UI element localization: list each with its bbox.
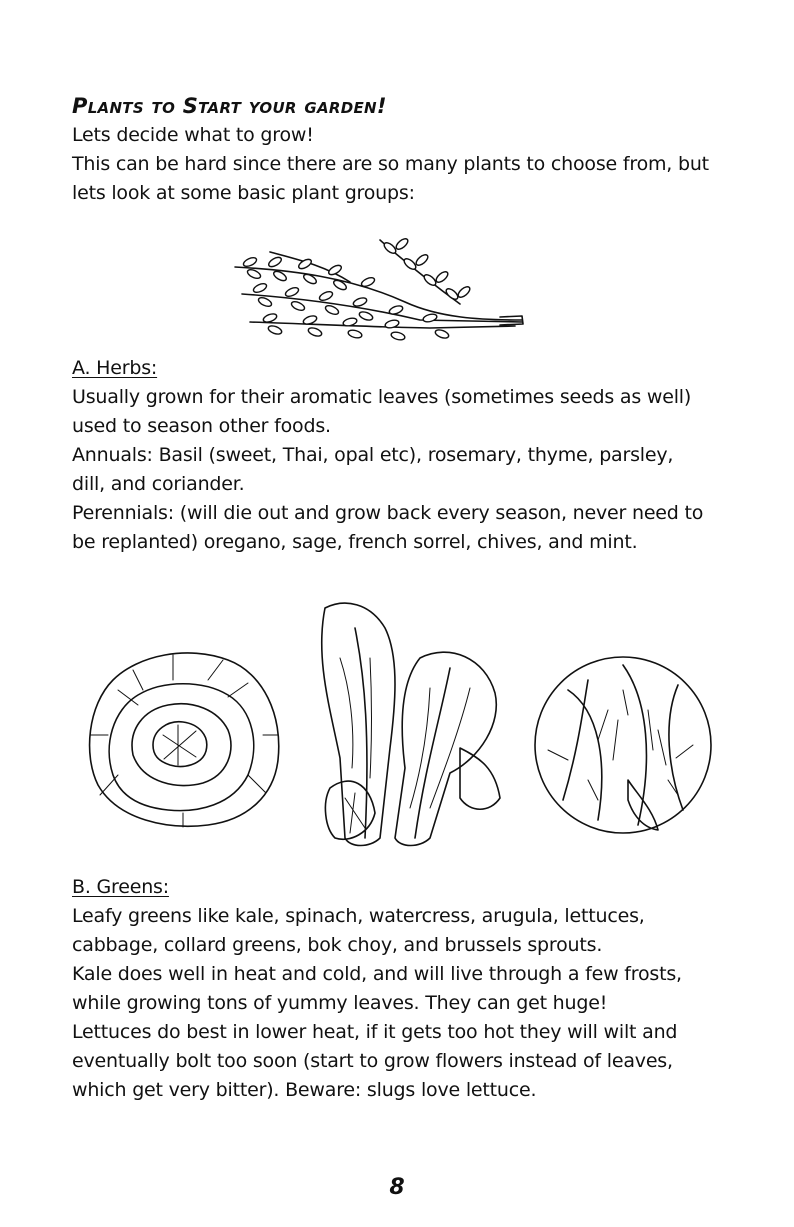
greens-line: which get very bitter). Beware: slugs love lettuce.	[72, 1079, 537, 1101]
herbs-line: be replanted) oregano, sage, french sorrel, chives, and mint.	[72, 531, 638, 553]
herbs-section	[72, 354, 732, 557]
intro-line: lets look at some basic plant groups:	[72, 182, 415, 204]
page-title: Plants to Start your garden!	[72, 94, 387, 118]
greens-section	[72, 873, 732, 1105]
herbs-line: dill, and coriander.	[72, 473, 245, 495]
savoy-cabbage-illustration	[78, 635, 288, 835]
greens-line: Lettuces do best in lower heat, if it gets too hot they will wilt and	[72, 1021, 678, 1043]
herbs-line: Annuals: Basil (sweet, Thai, opal etc), rosemary, thyme, parsley,	[72, 444, 674, 466]
intro-line: Lets decide what to grow!	[72, 124, 314, 146]
thyme-sprig-illustration	[230, 232, 530, 352]
herbs-heading: A. Herbs:	[72, 357, 158, 379]
page-number: 8	[389, 1175, 405, 1200]
intro-text	[72, 121, 732, 208]
greens-line: Leafy greens like kale, spinach, watercress, arugula, lettuces,	[72, 905, 645, 927]
herbs-line: used to season other foods.	[72, 415, 331, 437]
greens-heading: B. Greens:	[72, 876, 169, 898]
greens-line: cabbage, collard greens, bok choy, and brussels sprouts.	[72, 934, 603, 956]
intro-line: This can be hard since there are so many plants to choose from, but	[72, 153, 709, 175]
greens-line: Kale does well in heat and cold, and will live through a few frosts,	[72, 963, 682, 985]
greens-line: eventually bolt too soon (start to grow flowers instead of leaves,	[72, 1050, 673, 1072]
herbs-line: Usually grown for their aromatic leaves (sometimes seeds as well)	[72, 386, 692, 408]
greens-line: while growing tons of yummy leaves. They can get huge!	[72, 992, 608, 1014]
bok-choy-illustration	[310, 598, 510, 853]
cabbage-illustration	[528, 650, 718, 840]
herbs-line: Perennials: (will die out and grow back every season, never need to	[72, 502, 704, 524]
